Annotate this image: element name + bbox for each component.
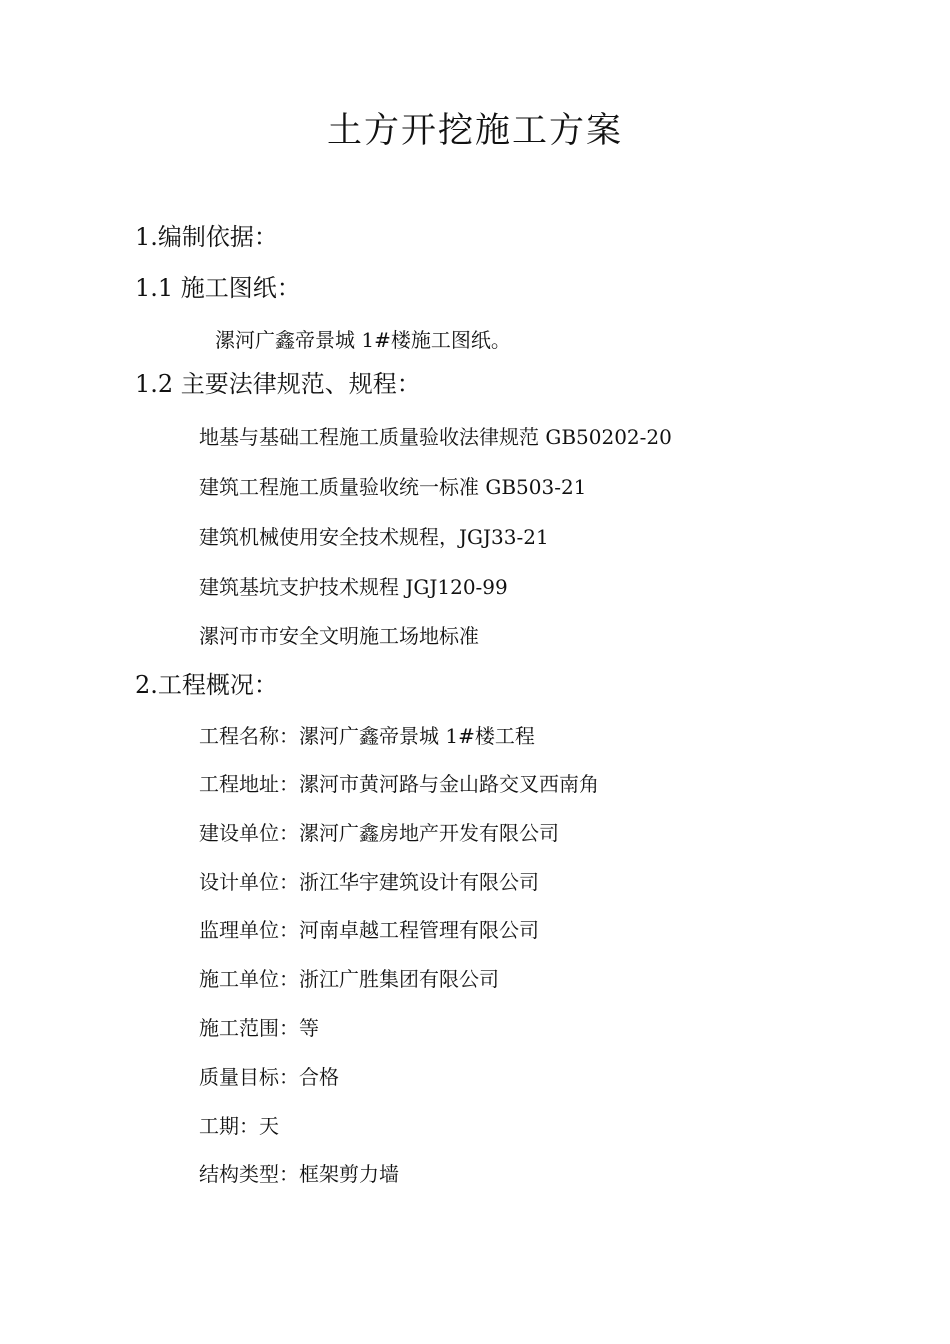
document-title: 土方开挖施工方案 — [326, 111, 623, 151]
regulation-item: 漯河市市安全文明施工场地标准 — [199, 624, 479, 648]
section-1-heading: 1.编制依据： — [135, 223, 278, 251]
project-info-item: 结构类型：框架剪力墙 — [199, 1162, 399, 1186]
project-info-item: 设计单位：浙江华宇建筑设计有限公司 — [199, 870, 539, 894]
project-info-item: 施工范围：等 — [199, 1016, 319, 1040]
project-info-item: 质量目标：合格 — [199, 1065, 339, 1089]
regulation-item: 建筑机械使用安全技术规程，JGJ33-21 — [199, 525, 549, 549]
section-1-2-heading: 1.2 主要法律规范、规程： — [135, 370, 421, 398]
regulation-item: 建筑基坑支护技术规程 JGJ120-99 — [199, 575, 508, 599]
regulation-item: 地基与基础工程施工质量验收法律规范 GB50202-20 — [199, 425, 672, 449]
project-info-item: 工程地址：漯河市黄河路与金山路交叉西南角 — [199, 772, 599, 796]
project-info-item: 工程名称：漯河广鑫帝景城 1#楼工程 — [199, 724, 535, 748]
project-info-item: 监理单位：河南卓越工程管理有限公司 — [199, 918, 539, 942]
project-info-item: 工期：天 — [199, 1114, 279, 1138]
section-1-1-text: 漯河广鑫帝景城 1#楼施工图纸。 — [215, 328, 511, 352]
project-info-item: 施工单位：浙江广胜集团有限公司 — [199, 967, 499, 991]
regulation-item: 建筑工程施工质量验收统一标准 GB503-21 — [199, 475, 587, 499]
section-2-heading: 2.工程概况： — [135, 671, 278, 699]
project-info-item: 建设单位：漯河广鑫房地产开发有限公司 — [199, 821, 559, 845]
section-1-1-heading: 1.1 施工图纸： — [135, 274, 301, 302]
